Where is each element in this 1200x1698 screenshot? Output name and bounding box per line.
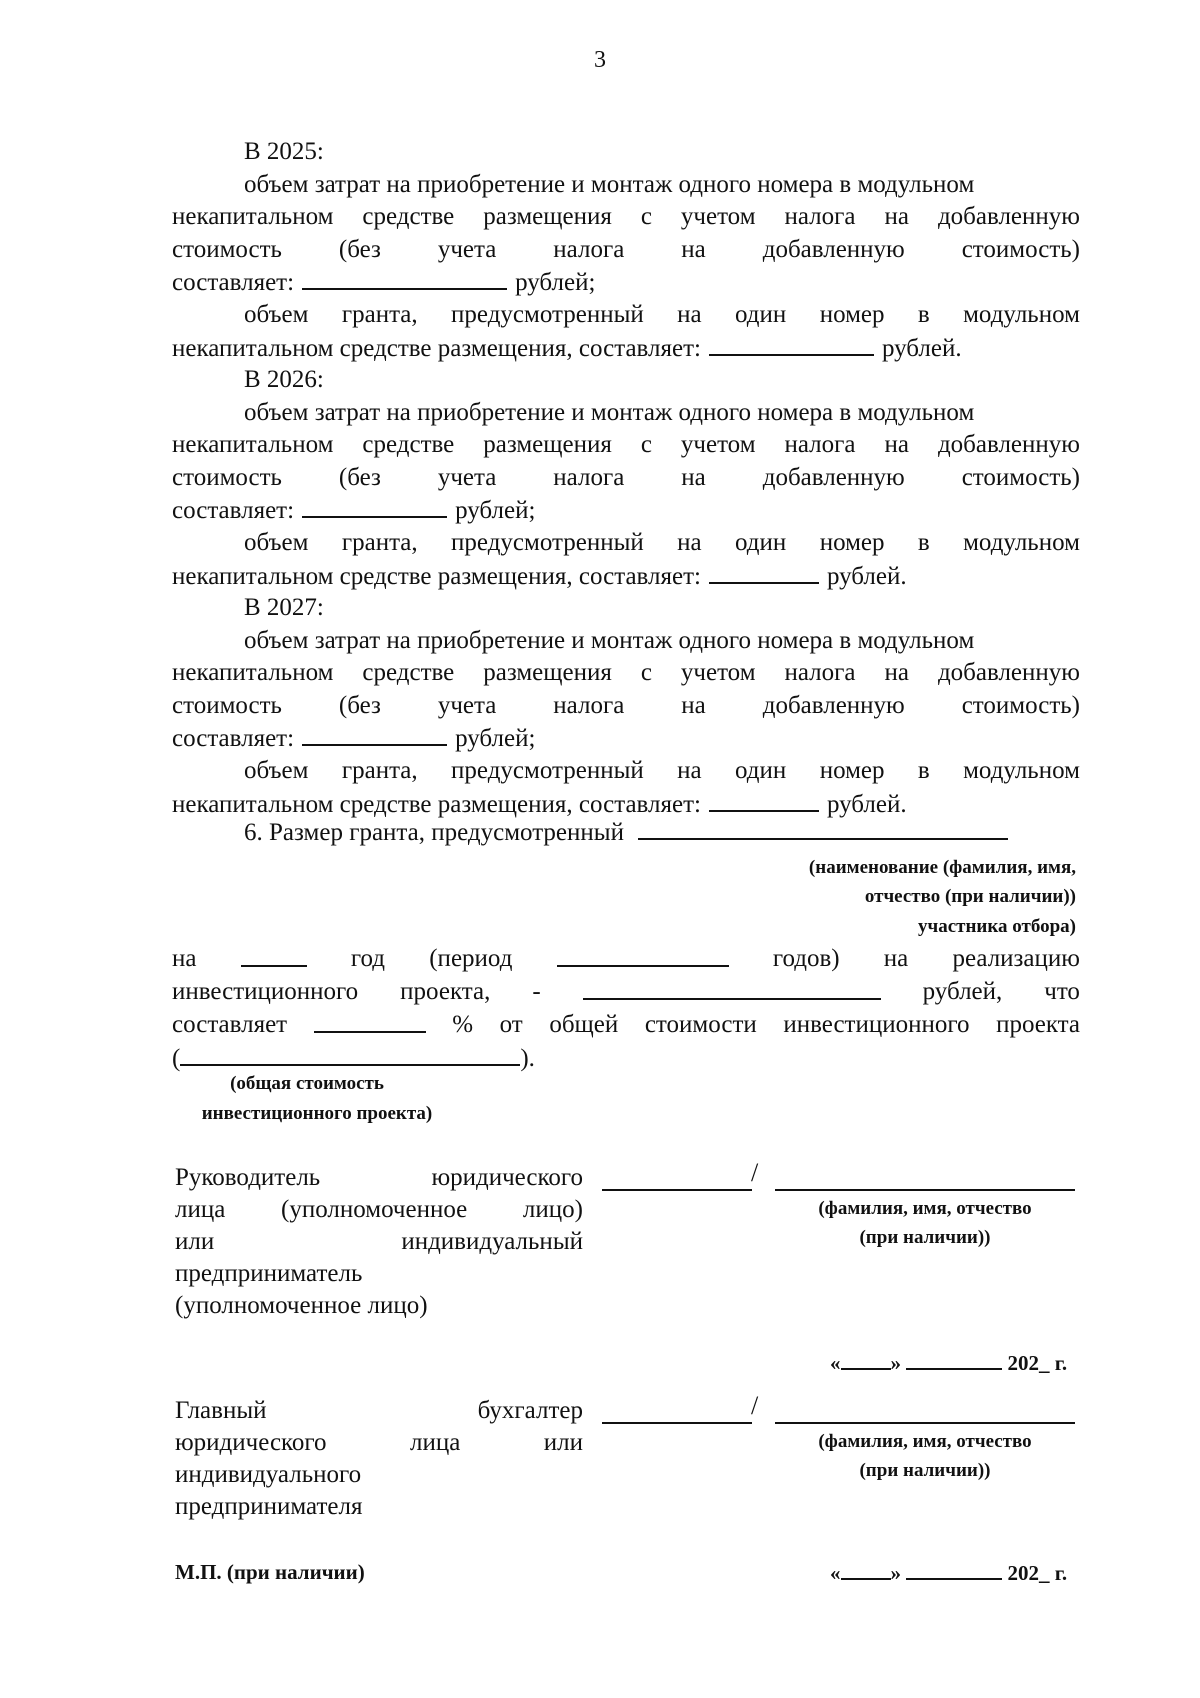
cost-text: объем затрат на приобретение и монтаж одного номера в модульном (244, 171, 975, 198)
accountant-date (830, 1560, 1067, 1586)
total-cost-caption-2: инвестиционного проекта) (201, 1103, 433, 1124)
year-blank[interactable] (241, 942, 307, 967)
text-dash: - (532, 978, 541, 1005)
date-open-quote: « (830, 1561, 841, 1585)
open-paren: ( (172, 1045, 181, 1072)
text-obshchey: общей (549, 1011, 619, 1038)
word: гранта, (341, 529, 418, 556)
accountant-signatory-label (175, 1395, 583, 1523)
word: налога (784, 659, 856, 686)
grant-size-line-2 (172, 975, 1080, 1008)
word: стоимость) (961, 692, 1080, 719)
text-proekta: проекта, (400, 978, 491, 1005)
word: номер (819, 529, 885, 556)
word: на (681, 692, 706, 719)
head-name-blank[interactable] (775, 1189, 1075, 1191)
cost-line-2 (172, 200, 1080, 233)
participant-caption-2: отчество (при наличии)) (864, 886, 1076, 907)
word: стоимость (172, 464, 282, 491)
word: на (681, 236, 706, 263)
word: гранта, (341, 301, 418, 328)
cost-line-2 (172, 428, 1080, 461)
word: модульном (963, 757, 1080, 784)
participant-caption-1: (наименование (фамилия, имя, (808, 857, 1076, 878)
text-investitsionnogo: инвестиционного (172, 978, 359, 1005)
cost-prefix: составляет: (172, 725, 295, 752)
word: добавленную (937, 203, 1080, 230)
text-na: на (172, 945, 197, 972)
text-percent: % (452, 1011, 474, 1038)
grant-prefix: некапитальном средстве размещения, составляет: (172, 791, 701, 818)
word: в (917, 757, 930, 784)
head-signatory-label (175, 1162, 583, 1322)
year-heading-3 (244, 591, 1080, 624)
grant-suffix: рублей. (881, 335, 962, 362)
word: индивидуальный (401, 1228, 583, 1255)
word: объем (244, 301, 309, 328)
word: предприниматель (175, 1260, 363, 1287)
cost-line-3 (172, 689, 1080, 722)
word: предусмотренный (451, 529, 644, 556)
text-ot: от (499, 1011, 523, 1038)
grant-amount-blank[interactable] (709, 331, 874, 356)
accountant-name-blank[interactable] (775, 1422, 1075, 1424)
word: (уполномоченное (281, 1196, 468, 1223)
word: учета (437, 464, 497, 491)
word: учета (437, 236, 497, 263)
text-proekta-2: проекта (996, 1011, 1080, 1038)
word: на (677, 301, 702, 328)
word: налога (784, 431, 856, 458)
word: размещения (483, 431, 612, 458)
period-blank[interactable] (557, 942, 729, 967)
head-name-caption-2: (при наличии)) (859, 1227, 991, 1248)
close-paren: ). (520, 1045, 535, 1072)
cost-amount-blank[interactable] (302, 493, 447, 518)
word: номер (819, 301, 885, 328)
word: (без (338, 464, 381, 491)
cost-line-3 (172, 461, 1080, 494)
word: лица (409, 1429, 461, 1456)
word: на (884, 431, 909, 458)
grant-line-1 (244, 298, 1080, 331)
word: с (640, 659, 652, 686)
word: на (884, 203, 909, 230)
head-date (830, 1350, 1067, 1376)
accountant-signature-blank[interactable] (602, 1422, 752, 1424)
grant-amount-blank[interactable] (709, 787, 819, 812)
word: налога (553, 692, 625, 719)
word: на (677, 529, 702, 556)
word: один (735, 529, 787, 556)
word: или (543, 1429, 583, 1456)
seal-label: М.П. (при наличии) (175, 1560, 365, 1584)
word: добавленную (937, 431, 1080, 458)
word: один (735, 757, 787, 784)
cost-line-3 (172, 233, 1080, 266)
text-stoimosti: стоимости (644, 1011, 757, 1038)
word: добавленную (762, 236, 905, 263)
text-investitsionnogo-2: инвестиционного (783, 1011, 970, 1038)
head-month-blank[interactable] (906, 1350, 1002, 1370)
word: некапитальном (172, 431, 334, 458)
year-heading-text: В 2027: (244, 594, 324, 621)
word: некапитальном (172, 203, 334, 230)
text-na2: на (883, 945, 909, 972)
grant-prefix: некапитальном средстве размещения, составляет: (172, 335, 701, 362)
head-signature-blank[interactable] (602, 1189, 752, 1191)
section6-heading: 6. Размер гранта, предусмотренный (244, 819, 624, 846)
word: модульном (963, 301, 1080, 328)
word: (без (338, 236, 381, 263)
word: гранта, (341, 757, 418, 784)
cost-line-4 (172, 493, 1080, 527)
word: учетом (680, 203, 756, 230)
word: налога (553, 236, 625, 263)
word: (без (338, 692, 381, 719)
word: средстве (362, 203, 455, 230)
percent-blank[interactable] (314, 1008, 426, 1033)
word: налога (784, 203, 856, 230)
head-day-blank[interactable] (841, 1350, 891, 1370)
section6-heading-line (244, 815, 1080, 849)
grant-size-line-1 (172, 942, 1080, 975)
word: добавленную (937, 659, 1080, 686)
text-god: год (350, 945, 386, 972)
cost-text: объем затрат на приобретение и монтаж одного номера в модульном (244, 627, 975, 654)
word: объем (244, 529, 309, 556)
word: средстве (362, 659, 455, 686)
grant-suffix: рублей. (826, 791, 907, 818)
text-godov: годов) (772, 945, 840, 972)
word: стоимость (172, 692, 282, 719)
word: предусмотренный (451, 301, 644, 328)
year-heading-text: В 2026: (244, 366, 324, 393)
word: учетом (680, 659, 756, 686)
word: один (735, 301, 787, 328)
cost-line-2 (172, 656, 1080, 689)
grant-amount-blank[interactable] (583, 975, 881, 1000)
word: лицо) (522, 1196, 583, 1223)
cost-line-1 (244, 624, 1080, 657)
year-heading-1 (244, 135, 1080, 168)
word: юридического (175, 1429, 327, 1456)
word: стоимость) (961, 236, 1080, 263)
word: на (884, 659, 909, 686)
total-cost-blank[interactable] (180, 1041, 520, 1066)
word: учета (437, 692, 497, 719)
text-rubley: рублей, (922, 978, 1003, 1005)
accountant-month-blank[interactable] (906, 1560, 1002, 1580)
word: стоимость) (961, 464, 1080, 491)
word: учетом (680, 431, 756, 458)
accountant-name-caption-1: (фамилия, имя, отчество (818, 1431, 1032, 1452)
word: некапитальном (172, 659, 334, 686)
grant-line-1 (244, 754, 1080, 787)
cost-prefix: составляет: (172, 269, 295, 296)
participant-name-blank[interactable] (638, 815, 1008, 840)
word: номер (819, 757, 885, 784)
year-heading-2 (244, 363, 1080, 396)
word: или (175, 1228, 215, 1255)
word: на (681, 464, 706, 491)
cost-suffix: рублей; (455, 497, 536, 524)
word: лица (175, 1196, 226, 1223)
word: с (640, 431, 652, 458)
grant-size-line-3 (172, 1008, 1080, 1041)
grant-amount-blank[interactable] (709, 559, 819, 584)
word: размещения (483, 203, 612, 230)
word: индивидуального (175, 1461, 362, 1488)
word: средстве (362, 431, 455, 458)
year-heading-text: В 2025: (244, 138, 324, 165)
accountant-slash: / (751, 1391, 759, 1420)
cost-line-4 (172, 265, 1080, 299)
date-close-quote: » (890, 1561, 901, 1585)
date-open-quote: « (830, 1351, 841, 1375)
cost-line-4 (172, 721, 1080, 755)
word: Руководитель (175, 1164, 321, 1191)
word: стоимость (172, 236, 282, 263)
accountant-date-year: 202_ г. (1007, 1561, 1068, 1585)
text-sostavlyaet: составляет (172, 1011, 288, 1038)
cost-amount-blank[interactable] (302, 721, 447, 746)
head-slash: / (751, 1158, 759, 1187)
word: добавленную (762, 464, 905, 491)
word: Главный (175, 1397, 267, 1424)
word: юридического (431, 1164, 583, 1191)
page-number: 3 (594, 47, 606, 73)
head-date-year: 202_ г. (1007, 1351, 1068, 1375)
word: на (677, 757, 702, 784)
word: с (640, 203, 652, 230)
cost-suffix: рублей; (455, 725, 536, 752)
date-close-quote: » (890, 1351, 901, 1375)
word: размещения (483, 659, 612, 686)
grant-suffix: рублей. (826, 563, 907, 590)
word: в (917, 301, 930, 328)
grant-line-2 (172, 331, 1080, 365)
head-name-caption-1: (фамилия, имя, отчество (818, 1198, 1032, 1219)
word: в (917, 529, 930, 556)
participant-caption-3: участника отбора) (917, 916, 1076, 937)
word: модульном (963, 529, 1080, 556)
word: объем (244, 757, 309, 784)
accountant-day-blank[interactable] (841, 1560, 891, 1580)
cost-line-1 (244, 168, 1080, 201)
cost-amount-blank[interactable] (302, 265, 507, 290)
word: налога (553, 464, 625, 491)
word: бухгалтер (477, 1397, 583, 1424)
text-chto: что (1044, 978, 1080, 1005)
cost-text: объем затрат на приобретение и монтаж одного номера в модульном (244, 399, 975, 426)
grant-prefix: некапитальном средстве размещения, составляет: (172, 563, 701, 590)
word: предпринимателя (175, 1493, 363, 1520)
text-realizatsiyu: реализацию (952, 945, 1080, 972)
word: (уполномоченное лицо) (175, 1292, 428, 1319)
text-period: (период (429, 945, 513, 972)
accountant-name-caption-2: (при наличии)) (859, 1460, 991, 1481)
cost-line-1 (244, 396, 1080, 429)
word: предусмотренный (451, 757, 644, 784)
cost-prefix: составляет: (172, 497, 295, 524)
grant-line-1 (244, 526, 1080, 559)
word: добавленную (762, 692, 905, 719)
total-cost-caption-1: (общая стоимость (230, 1073, 384, 1094)
cost-suffix: рублей; (515, 269, 596, 296)
grant-line-2 (172, 559, 1080, 593)
